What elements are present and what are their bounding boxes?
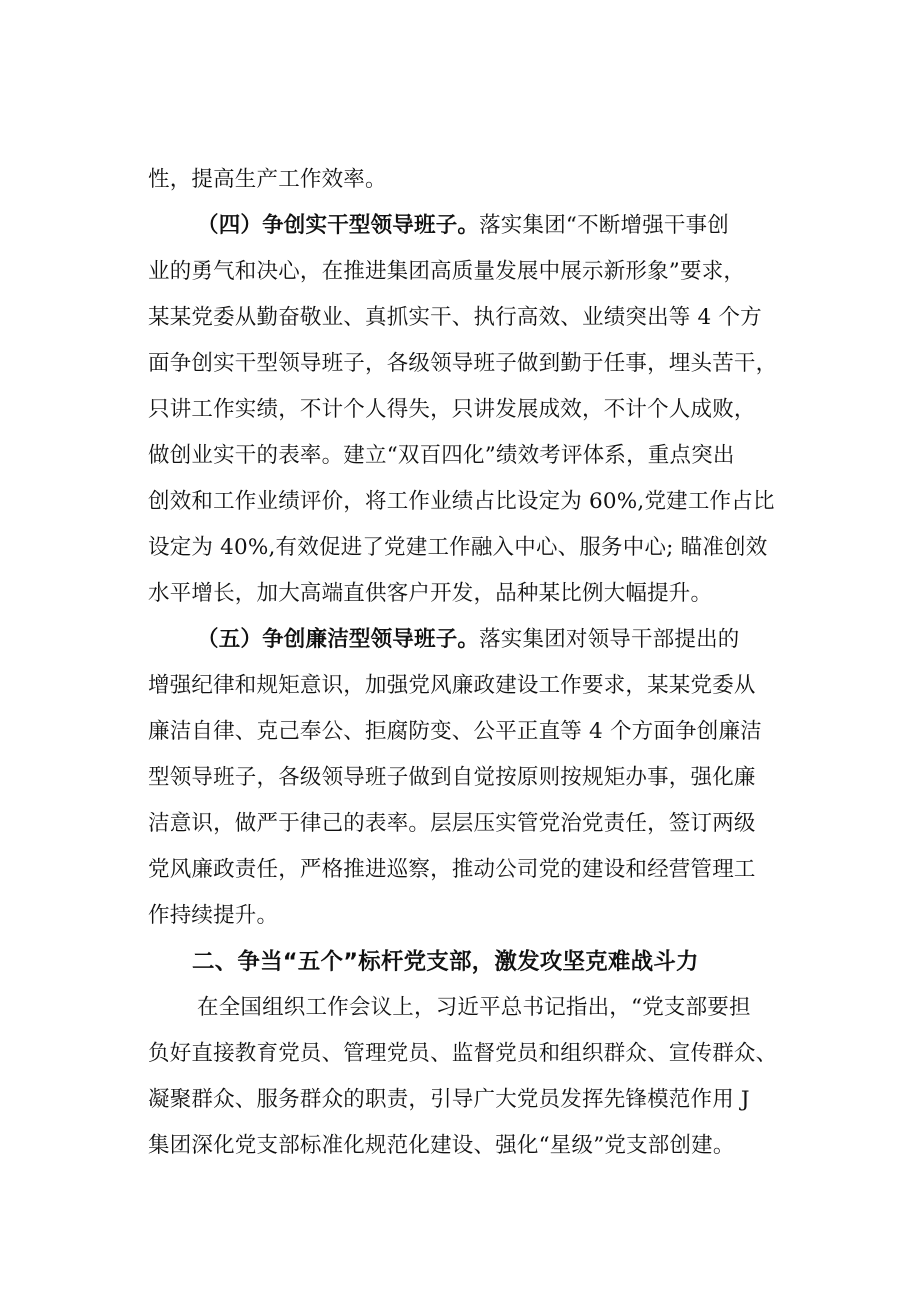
- paragraph-line: [148, 756, 756, 800]
- line-text: 增强纪律和规矩意识，加强党风廉政建设工作要求，某某党委从: [148, 673, 756, 698]
- section-subheading: （五）争创廉洁型领导班子。: [197, 627, 480, 652]
- line-text: 水平增长，加大高端直供客户开发，品种某比例大幅提升。: [148, 581, 713, 606]
- line-text: 某某党委从勤奋敬业、真抓实干、执行高效、业绩突出等 4 个方: [148, 305, 762, 330]
- line-text: 负好直接教育党员、管理党员、监督党员和组织群众、宣传群众、: [148, 1041, 778, 1066]
- paragraph-line: [148, 710, 762, 754]
- section-subheading: （四）争创实干型领导班子。: [197, 213, 480, 238]
- line-text: 落实集团对领导干部提出的: [479, 627, 740, 652]
- line-text: 洁意识，做严于律己的表率。层层压实管党治党责任，签订两级: [148, 811, 756, 836]
- paragraph-line: [148, 848, 756, 892]
- paragraph-line: [148, 342, 777, 386]
- line-text: 凝聚群众、服务群众的职责，引导广大党员发挥先锋模范作用 J: [148, 1087, 750, 1112]
- paragraph-line: [148, 250, 745, 294]
- paragraph-line: [197, 618, 740, 662]
- paragraph-line: [148, 664, 756, 708]
- line-text: 做创业实干的表率。建立“双百四化”绩效考评体系，重点突出: [148, 443, 735, 468]
- paragraph-line: [148, 158, 387, 202]
- paragraph-line: [148, 526, 767, 570]
- paragraph-line: [148, 388, 756, 432]
- paragraph-line: [148, 480, 775, 524]
- paragraph-line: [148, 802, 756, 846]
- paragraph-line: [148, 894, 278, 938]
- paragraph-line: [148, 1032, 777, 1076]
- line-text: 设定为 40%,有效促进了党建工作融入中心、服务中心; 瞄准创效: [148, 535, 768, 560]
- section-heading: [192, 940, 699, 984]
- line-text: 作持续提升。: [148, 903, 279, 928]
- paragraph-line: [197, 986, 751, 1030]
- paragraph-line: [148, 1078, 750, 1122]
- line-text: 业的勇气和决心，在推进集团高质量发展中展示新形象”要求，: [148, 259, 746, 284]
- line-text: 创效和工作业绩评价，将工作业绩占比设定为 60%,党建工作占比: [148, 489, 775, 514]
- paragraph-line: [148, 434, 735, 478]
- paragraph-line: [148, 572, 712, 616]
- paragraph-line: [197, 204, 729, 248]
- line-text: 性，提高生产工作效率。: [148, 167, 387, 192]
- heading-text: 二、争当“五个”标杆党支部，激发攻坚克难战斗力: [192, 949, 699, 975]
- paragraph-line: [148, 296, 762, 340]
- line-text: 集团深化党支部标准化规范化建设、强化“星级”党支部创建。: [148, 1133, 735, 1158]
- line-text: 廉洁自律、克己奉公、拒腐防变、公平正直等 4 个方面争创廉洁: [148, 719, 762, 744]
- line-text: 在全国组织工作会议上，习近平总书记指出，“党支部要担: [197, 995, 751, 1020]
- paragraph-line: [148, 1124, 735, 1168]
- line-text: 型领导班子，各级领导班子做到自觉按原则按规矩办事，强化廉: [148, 765, 756, 790]
- line-text: 面争创实干型领导班子，各级领导班子做到勤于任事，埋头苦干，: [148, 351, 778, 376]
- line-text: 落实集团“不断增强干事创: [479, 213, 730, 238]
- line-text: 只讲工作实绩，不计个人得失，只讲发展成效，不计个人成败，: [148, 397, 756, 422]
- line-text: 党风廉政责任，严格推进巡察，推动公司党的建设和经营管理工: [148, 857, 756, 882]
